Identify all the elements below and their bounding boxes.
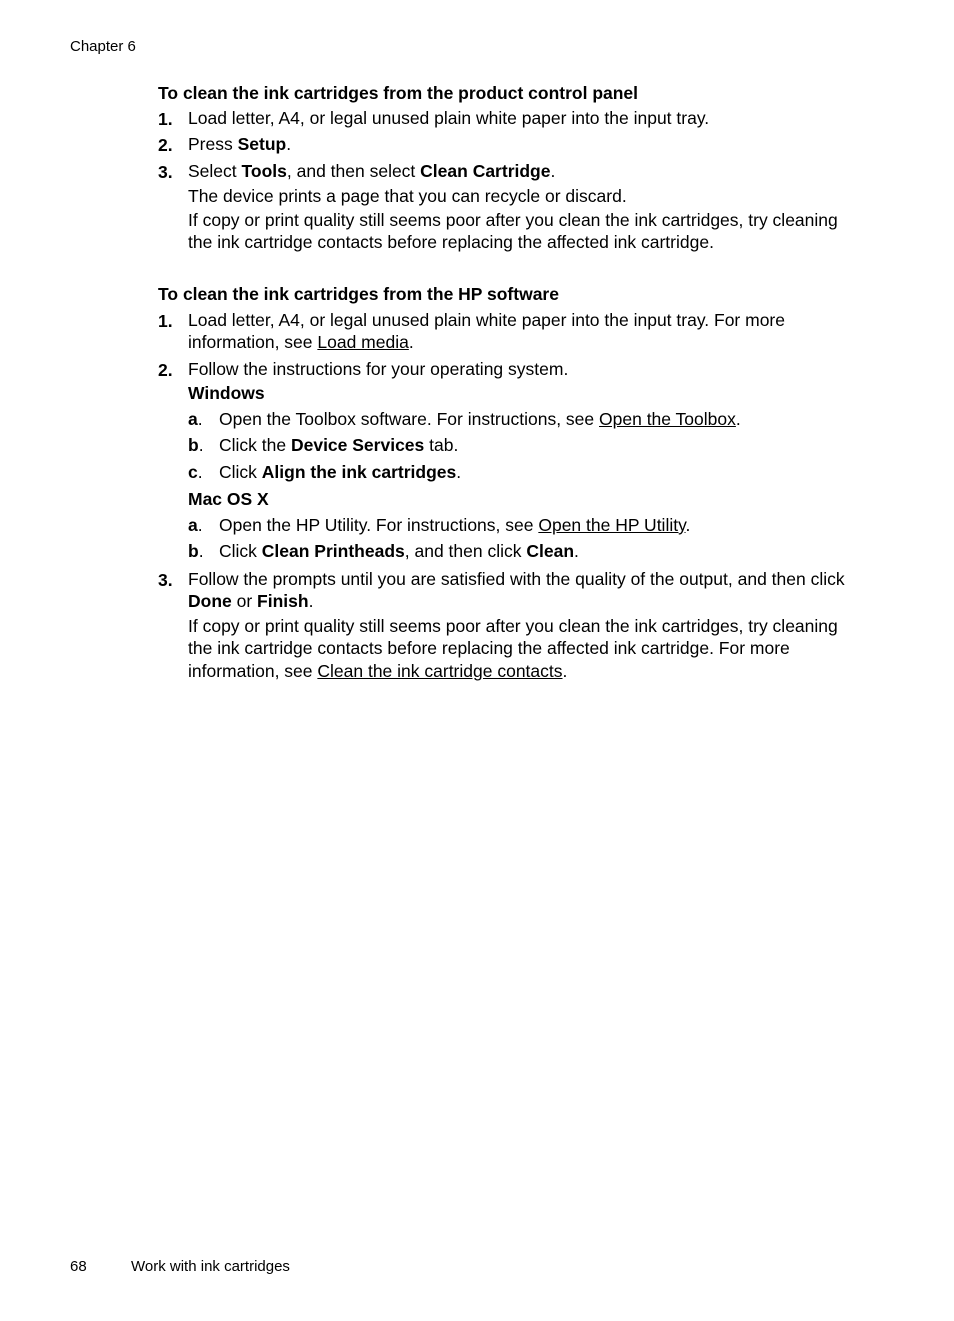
step-number: 1. bbox=[158, 311, 173, 331]
substep-letter: a. bbox=[188, 409, 203, 429]
step-number: 2. bbox=[158, 360, 173, 380]
open-toolbox-link[interactable]: Open the Toolbox bbox=[599, 409, 736, 429]
substep-letter: b. bbox=[188, 435, 204, 455]
substep-letter: b. bbox=[188, 541, 204, 561]
note-text: the ink cartridge contacts before replacing the affected ink cartridge. For more bbox=[188, 638, 790, 658]
step-number: 3. bbox=[158, 570, 173, 590]
mac-heading: Mac OS X bbox=[188, 489, 269, 509]
step-text: Press Setup. bbox=[188, 134, 292, 154]
step-text: Select Tools, and then select Clean Cartridge. bbox=[188, 161, 556, 181]
substep-text: Click the Device Services tab. bbox=[219, 435, 459, 455]
substep-letter: a. bbox=[188, 515, 203, 535]
substep-text: Click Align the ink cartridges. bbox=[219, 462, 462, 482]
clean-contacts-link[interactable]: Clean the ink cartridge contacts bbox=[317, 661, 563, 681]
load-media-link[interactable]: Load media bbox=[317, 332, 409, 352]
step-text: Done or Finish. bbox=[188, 591, 314, 611]
substep-text: Open the Toolbox software. For instructions, see Open the Toolbox. bbox=[219, 409, 741, 429]
section1-heading: To clean the ink cartridges from the product control panel bbox=[158, 83, 639, 103]
step-text: Follow the prompts until you are satisfied with the quality of the output, and then click bbox=[188, 569, 845, 589]
open-hp-utility-link[interactable]: Open the HP Utility bbox=[538, 515, 686, 535]
note-text: information, see Clean the ink cartridge contacts. bbox=[188, 661, 568, 681]
page-number: 68 bbox=[70, 1258, 87, 1275]
step-text: Follow the instructions for your operating system. bbox=[188, 359, 569, 379]
step-number: 1. bbox=[158, 109, 173, 129]
section2-heading: To clean the ink cartridges from the HP software bbox=[158, 284, 559, 304]
substep-letter: c. bbox=[188, 462, 203, 482]
footer-section-title: Work with ink cartridges bbox=[131, 1258, 290, 1275]
step-text: information, see Load media. bbox=[188, 332, 414, 352]
step-number: 3. bbox=[158, 162, 173, 182]
step-text: Load letter, A4, or legal unused plain white paper into the input tray. bbox=[188, 108, 710, 128]
note-text: the ink cartridge contacts before replacing the affected ink cartridge. bbox=[188, 232, 714, 252]
note-text: The device prints a page that you can recycle or discard. bbox=[188, 186, 627, 206]
note-text: If copy or print quality still seems poor after you clean the ink cartridges, try cleaning bbox=[188, 616, 838, 636]
substep-text: Click Clean Printheads, and then click Clean. bbox=[219, 541, 579, 561]
substep-text: Open the HP Utility. For instructions, see Open the HP Utility. bbox=[219, 515, 691, 535]
note-text: If copy or print quality still seems poor after you clean the ink cartridges, try cleaning bbox=[188, 210, 838, 230]
step-text: Load letter, A4, or legal unused plain white paper into the input tray. For more bbox=[188, 310, 785, 330]
step-number: 2. bbox=[158, 135, 173, 155]
running-header: Chapter 6 bbox=[70, 38, 136, 55]
windows-heading: Windows bbox=[188, 383, 265, 403]
